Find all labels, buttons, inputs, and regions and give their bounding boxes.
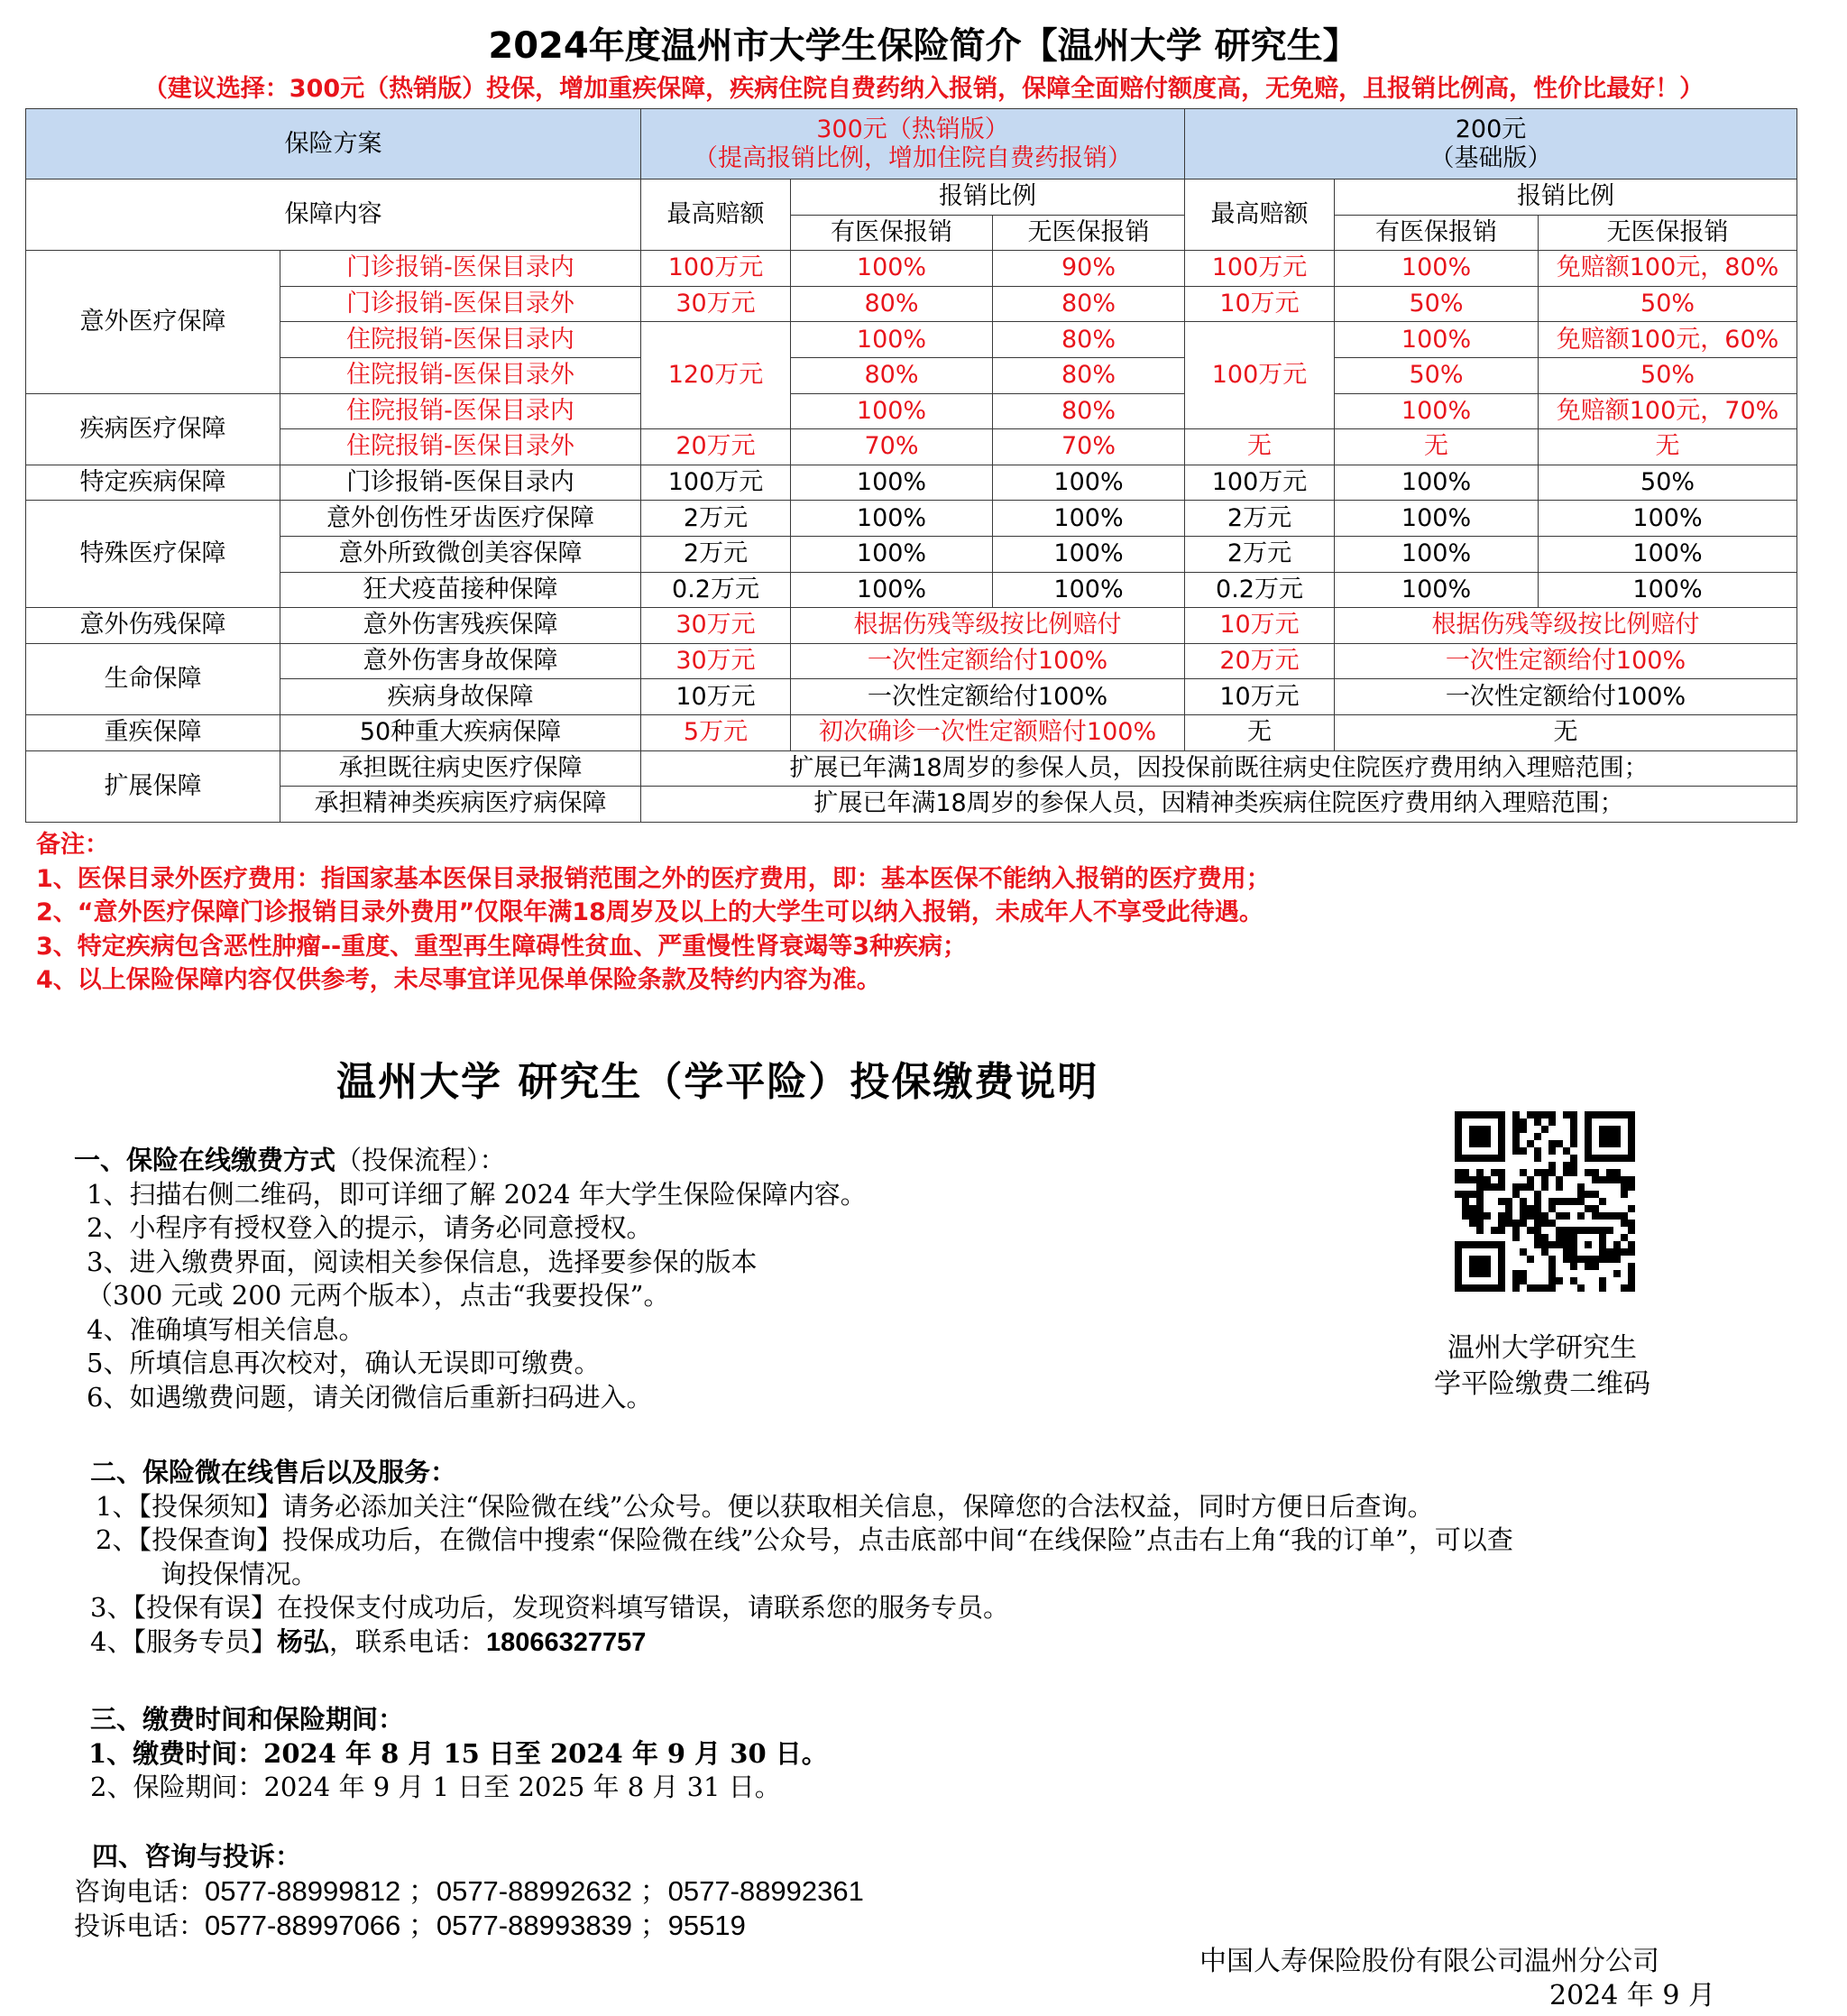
max-header-200: 最高赔额	[1185, 180, 1335, 251]
qr-caption-line: 学平险缴费二维码	[1434, 1368, 1650, 1400]
ratio-cell: 80%	[993, 357, 1185, 393]
page-title: 2024年度温州市大学生保险简介【温州大学 研究生】	[488, 25, 1359, 67]
note-item: 4、以上保险保障内容仅供参考，未尽事宜详见保单保险条款及特约内容为准。	[36, 966, 881, 994]
ratio-cell: 100%	[1539, 572, 1797, 608]
category-cell: 疾病医疗保障	[26, 393, 280, 465]
content-header: 保障内容	[26, 180, 641, 251]
max-cell: 30万元	[641, 643, 791, 679]
category-cell: 重疾保障	[26, 714, 280, 750]
service-phone-label: ，联系电话：	[328, 1625, 486, 1657]
consult-label: 咨询电话：	[74, 1875, 206, 1907]
max-cell: 20万元	[1185, 643, 1335, 679]
ratio-cell: 一次性定额给付100%	[1335, 643, 1797, 679]
category-cell: 特殊医疗保障	[26, 501, 280, 608]
ratio-cell: 100%	[1539, 501, 1797, 537]
ratio-cell: 100%	[993, 572, 1185, 608]
max-cell: 100万元	[1185, 322, 1335, 429]
table-row	[26, 251, 1797, 287]
qr-code[interactable]	[1455, 1111, 1635, 1292]
section-4-heading: 四、咨询与投诉：	[92, 1841, 302, 1872]
max-cell: 5万元	[641, 714, 791, 750]
ratio-cell: 一次性定额给付100%	[791, 643, 1185, 679]
note-item: 3、特定疾病包含恶性肿瘤--重度、重型再生障碍性贫血、严重慢性肾衰竭等3种疾病；	[36, 932, 967, 961]
table-row	[26, 608, 1797, 644]
table-row	[26, 322, 1797, 358]
list-item	[90, 1625, 1513, 1661]
item-cell: 狂犬疫苗接种保障	[280, 572, 641, 608]
item-cell: 门诊报销-医保目录内	[280, 251, 641, 287]
ratio-cell: 80%	[791, 357, 993, 393]
ratio-cell: 50%	[1539, 357, 1797, 393]
ratio-cell: 100%	[1335, 251, 1539, 287]
list-item: 3、【投保有误】在投保支付成功后，发现资料填写错误，请联系您的服务专员。	[90, 1592, 1009, 1623]
ratio-cell: 100%	[993, 536, 1185, 572]
ratio-cell: 100%	[791, 536, 993, 572]
max-cell: 30万元	[641, 608, 791, 644]
complain-phones	[74, 1909, 864, 1944]
item-cell: 承担精神类疾病医疗病保障	[280, 787, 641, 823]
section-3-heading: 三、缴费时间和保险期间：	[90, 1704, 405, 1735]
ratio-cell: 100%	[791, 501, 993, 537]
section-1-heading-rest: （投保流程）：	[335, 1145, 506, 1175]
ratio-cell: 100%	[1539, 536, 1797, 572]
ratio-cell: 100%	[993, 501, 1185, 537]
complain-numbers: 0577-88997066 ；0577-88993839 ；95519	[205, 1910, 746, 1941]
item-cell: 住院报销-医保目录外	[280, 429, 641, 465]
ratio-cell: 无	[1335, 429, 1539, 465]
item-cell: 意外伤害残疾保障	[280, 608, 641, 644]
category-cell: 特定疾病保障	[26, 465, 280, 501]
max-cell: 0.2万元	[1185, 572, 1335, 608]
ratio-cell: 70%	[993, 429, 1185, 465]
payment-title: 温州大学 研究生（学平险）投保缴费说明	[336, 1059, 1099, 1105]
list-item: 2、【投保查询】投保成功后，在微信中搜索“保险微在线”公众号，点击底部中间“在线保险”点击右上角“我的订单”，可以查	[96, 1524, 1513, 1555]
plan-label: 保险方案	[26, 109, 641, 180]
list-item: 1、扫描右侧二维码，即可详细了解 2024 年大学生保险保障内容。	[87, 1178, 867, 1210]
ratio-cell: 100%	[1335, 465, 1539, 501]
desc-cell: 扩展已年满18周岁的参保人员，因投保前既往病史住院医疗费用纳入理赔范围；	[641, 750, 1797, 787]
plan-200-desc: （基础版）	[1429, 143, 1552, 172]
service-label: 4、【服务专员】	[90, 1625, 277, 1657]
ratio-cell: 100%	[1335, 572, 1539, 608]
item-cell: 住院报销-医保目录内	[280, 322, 641, 358]
max-cell: 2万元	[641, 536, 791, 572]
category-cell: 意外医疗保障	[26, 251, 280, 393]
ratio-cell: 80%	[993, 393, 1185, 429]
table-row	[26, 429, 1797, 465]
ratio-cell: 90%	[993, 251, 1185, 287]
company-name: 中国人寿保险股份有限公司温州分公司	[1199, 1946, 1659, 1977]
item-cell: 50种重大疾病保障	[280, 714, 641, 750]
item-cell: 住院报销-医保目录外	[280, 357, 641, 393]
max-cell: 100万元	[641, 251, 791, 287]
max-cell: 120万元	[641, 322, 791, 429]
list-item: 5、所填信息再次校对，确认无误即可缴费。	[87, 1348, 601, 1378]
max-cell: 20万元	[641, 429, 791, 465]
payment-time: 1、缴费时间：2024 年 8 月 15 日至 2024 年 9 月 30 日。	[88, 1737, 828, 1769]
insurance-table	[25, 108, 1797, 823]
ratio-cell: 100%	[1335, 501, 1539, 537]
without-ins-header-300: 无医保报销	[993, 215, 1185, 251]
table-row	[26, 750, 1797, 787]
max-cell: 10万元	[1185, 286, 1335, 322]
ratio-cell: 免赔额100元，70%	[1539, 393, 1797, 429]
table-row	[26, 643, 1797, 679]
max-cell: 100万元	[641, 465, 791, 501]
list-item: 4、准确填写相关信息。	[87, 1313, 365, 1345]
list-item-continuation: 询投保情况。	[161, 1558, 318, 1589]
ratio-cell: 80%	[993, 322, 1185, 358]
category-cell: 意外伤残保障	[26, 608, 280, 644]
qr-caption	[1407, 1330, 1677, 1403]
section-1-heading-bold: 一、保险在线缴费方式	[74, 1145, 336, 1175]
max-cell: 无	[1185, 714, 1335, 750]
with-ins-header-200: 有医保报销	[1335, 215, 1539, 251]
item-cell: 住院报销-医保目录内	[280, 393, 641, 429]
issue-date: 2024 年 9 月	[1549, 1980, 1716, 2011]
note-item: 1、医保目录外医疗费用：指国家基本医保目录报销范围之外的医疗费用，即：基本医保不能纳入报销的医疗费用；	[36, 864, 1271, 893]
ratio-cell: 根据伤残等级按比例赔付	[1335, 608, 1797, 644]
ratio-cell: 100%	[791, 393, 993, 429]
table-row	[26, 572, 1797, 608]
max-cell: 无	[1185, 429, 1335, 465]
plan-200-header	[1185, 109, 1797, 180]
max-cell: 2万元	[1185, 501, 1335, 537]
max-cell: 10万元	[641, 679, 791, 715]
table-row	[26, 714, 1797, 750]
max-cell: 100万元	[1185, 251, 1335, 287]
item-cell: 意外伤害身故保障	[280, 643, 641, 679]
section-2	[90, 1456, 1513, 1660]
ratio-cell: 50%	[1335, 357, 1539, 393]
ratio-cell: 初次确诊一次性定额赔付100%	[791, 714, 1185, 750]
with-ins-header-300: 有医保报销	[791, 215, 993, 251]
ratio-cell: 100%	[791, 322, 993, 358]
max-cell: 10万元	[1185, 679, 1335, 715]
max-cell: 100万元	[1185, 465, 1335, 501]
max-cell: 2万元	[1185, 536, 1335, 572]
plan-200-title: 200元	[1455, 115, 1527, 143]
ratio-header-300: 报销比例	[791, 180, 1185, 216]
coverage-period: 2、保险期间：2024 年 9 月 1 日至 2025 年 8 月 31 日。	[90, 1772, 781, 1802]
section-1	[74, 1144, 867, 1414]
service-name: 杨弘	[276, 1625, 329, 1657]
list-item: 3、进入缴费界面，阅读相关参保信息，选择要参保的版本	[87, 1246, 758, 1277]
ratio-cell: 100%	[1335, 393, 1539, 429]
plan-300-header	[641, 109, 1185, 180]
ratio-cell: 无	[1335, 714, 1797, 750]
max-cell: 2万元	[641, 501, 791, 537]
item-cell: 意外所致微创美容保障	[280, 536, 641, 572]
max-cell: 10万元	[1185, 608, 1335, 644]
max-header-300: 最高赔额	[641, 180, 791, 251]
item-cell: 门诊报销-医保目录外	[280, 286, 641, 322]
plan-300-desc: （提高报销比例，增加住院自费药报销）	[694, 143, 1132, 172]
consult-phones	[74, 1874, 864, 1910]
table-row	[26, 393, 1797, 429]
list-item: （300 元或 200 元两个版本），点击“我要投保”。	[87, 1280, 670, 1311]
list-item: 1、【投保须知】请务必添加关注“保险微在线”公众号。便以获取相关信息，保障您的合法权益，同时方便日后查询。	[96, 1490, 1434, 1522]
section-3	[90, 1703, 828, 1805]
subtitle-recommendation: （建议选择：300元（热销版）投保，增加重疾保障，疾病住院自费药纳入报销，保障全面赔付额度高，无免赔，且报销比例高，性价比最好！）	[142, 75, 1705, 103]
ratio-cell: 50%	[1539, 286, 1797, 322]
ratio-cell: 100%	[791, 465, 993, 501]
note-item: 2、“意外医疗保障门诊报销目录外费用”仅限年满18周岁及以上的大学生可以纳入报销，未成年人不享受此待遇。	[36, 898, 1263, 926]
plan-300-title: 300元（热销版）	[816, 115, 1009, 143]
item-cell: 疾病身故保障	[280, 679, 641, 715]
ratio-cell: 一次性定额给付100%	[1335, 679, 1797, 715]
notes-heading: 备注：	[36, 831, 109, 859]
section-2-heading: 二、保险微在线售后以及服务：	[90, 1457, 457, 1487]
list-item: 2、小程序有授权登入的提示，请务必同意授权。	[87, 1212, 653, 1243]
without-ins-header-200: 无医保报销	[1539, 215, 1797, 251]
section-4	[74, 1840, 864, 1944]
ratio-cell: 100%	[993, 465, 1185, 501]
table-row	[26, 357, 1797, 393]
table-row	[26, 536, 1797, 572]
complain-label: 投诉电话：	[74, 1910, 206, 1941]
table-row	[26, 465, 1797, 501]
max-cell: 30万元	[641, 286, 791, 322]
ratio-cell: 免赔额100元，80%	[1539, 251, 1797, 287]
category-cell: 生命保障	[26, 643, 280, 714]
ratio-cell: 根据伤残等级按比例赔付	[791, 608, 1185, 644]
list-item: 6、如遇缴费问题，请关闭微信后重新扫码进入。	[87, 1381, 653, 1413]
ratio-cell: 100%	[1335, 322, 1539, 358]
category-cell: 扩展保障	[26, 750, 280, 822]
section-1-heading	[74, 1144, 867, 1178]
qr-caption-line: 温州大学研究生	[1447, 1332, 1637, 1364]
table-row	[26, 787, 1797, 823]
item-cell: 承担既往病史医疗保障	[280, 750, 641, 787]
table-row	[26, 679, 1797, 715]
ratio-cell: 100%	[791, 251, 993, 287]
ratio-cell: 50%	[1335, 286, 1539, 322]
notes-section	[36, 828, 1271, 998]
item-cell: 意外创伤性牙齿医疗保障	[280, 501, 641, 537]
consult-numbers: 0577-88999812 ；0577-88992632 ；0577-88992361	[205, 1874, 864, 1907]
ratio-cell: 100%	[1335, 536, 1539, 572]
ratio-cell: 免赔额100元，60%	[1539, 322, 1797, 358]
desc-cell: 扩展已年满18周岁的参保人员，因精神类疾病住院医疗费用纳入理赔范围；	[641, 787, 1797, 823]
ratio-cell: 80%	[791, 286, 993, 322]
ratio-cell: 无	[1539, 429, 1797, 465]
max-cell: 0.2万元	[641, 572, 791, 608]
table-row	[26, 286, 1797, 322]
table-row	[26, 501, 1797, 537]
service-phone: 18066327757	[485, 1627, 647, 1657]
ratio-cell: 100%	[791, 572, 993, 608]
item-cell: 门诊报销-医保目录内	[280, 465, 641, 501]
ratio-header-200: 报销比例	[1335, 180, 1797, 216]
ratio-cell: 70%	[791, 429, 993, 465]
ratio-cell: 一次性定额给付100%	[791, 679, 1185, 715]
ratio-cell: 80%	[993, 286, 1185, 322]
ratio-cell: 50%	[1539, 465, 1797, 501]
